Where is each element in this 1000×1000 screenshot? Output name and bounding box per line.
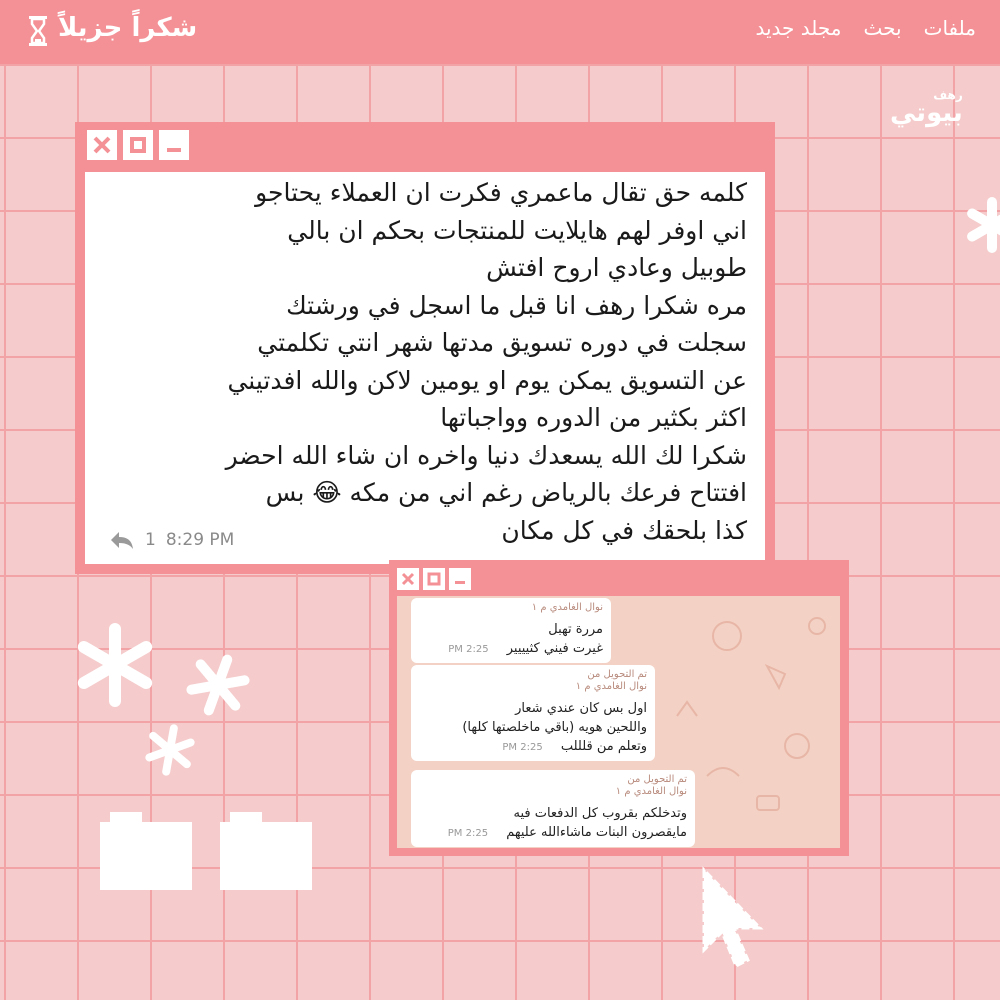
message-line: وتدخلكم بقروب كل الدفعات فيه (513, 806, 687, 821)
nav-files[interactable]: ملفات (923, 16, 976, 40)
minimize-icon (165, 136, 183, 154)
window-chat (389, 560, 849, 856)
chat-bubble (411, 665, 655, 761)
close-icon (401, 572, 415, 586)
message-line: سجلت في دوره تسويق مدتها شهر انتي تكلمتي (257, 328, 747, 357)
maximize-button[interactable] (423, 568, 445, 590)
message-time: 2:25 PM (502, 742, 543, 753)
close-icon (93, 136, 111, 154)
message-line: اكثر بكثير من الدوره وواجباتها (440, 403, 747, 432)
nav-new-folder[interactable]: مجلد جديد (755, 16, 842, 40)
hourglass-icon (28, 15, 48, 47)
white-block-left (100, 822, 192, 890)
forwarded-label: تم التحويل من (627, 774, 687, 785)
chat-message (97, 174, 747, 549)
message-line (419, 823, 687, 843)
message-line: شكرا لك الله يسعدك دنيا واخره ان شاء الله احضر (225, 440, 747, 470)
brand-logo (890, 88, 963, 128)
close-button[interactable] (397, 568, 419, 590)
message-time: 2:25 PM (448, 644, 489, 655)
message-text: غيرت فيني كثيييير (506, 641, 603, 656)
message-line: كلمه حق تقال ماعمري فكرت ان العملاء يحتاجو (255, 178, 747, 207)
maximize-button[interactable] (123, 130, 153, 160)
message-line: اول بس كان عندي شعار (515, 701, 647, 716)
message-line: طوبيل وعادي اروح افتش (486, 253, 747, 282)
forwarded-label: تم التحويل من (587, 669, 647, 680)
reply-arrow-icon[interactable] (109, 530, 135, 550)
message-sender: نوال الغامدي م ١ (615, 786, 687, 797)
message-line: مررة تهبل (548, 622, 603, 637)
message-meta (109, 530, 234, 550)
mouse-pointer-icon (700, 866, 776, 976)
message-sender: نوال الغامدي م ١ (531, 602, 603, 613)
message-line: افتتاح فرعك بالرياض رغم اني من مكه 😂 بس (265, 478, 747, 507)
message-line: اني اوفر لهم هايلايت للمنتجات بحكم ان بالي (287, 215, 747, 245)
message-time: 2:25 PM (447, 828, 489, 839)
message-line: مره شكرا رهف انا قبل ما اسجل في ورشتك (286, 290, 747, 320)
chat-bubble (411, 770, 695, 847)
sparkle-small-icon (962, 195, 1000, 255)
logo-main-text: بيوتي (890, 98, 963, 128)
top-nav (755, 16, 976, 40)
message-line (419, 737, 647, 757)
page-title: شكراً جزيلاً (58, 13, 198, 43)
maximize-icon (427, 572, 441, 586)
chat-bubble (411, 598, 611, 663)
minimize-button[interactable] (449, 568, 471, 590)
window-main-content (85, 172, 765, 564)
white-block-right (220, 822, 312, 890)
minimize-button[interactable] (159, 130, 189, 160)
maximize-icon (129, 136, 147, 154)
message-sender: نوال الغامدي م ١ (575, 681, 647, 692)
window-main-titlebar (87, 130, 775, 160)
message-text: مايقصرون البنات ماشاءالله عليهم (506, 825, 687, 840)
window-chat-titlebar (397, 568, 849, 590)
message-line: عن التسويق يمكن يوم او يومين لاكن والله افدتيني (227, 365, 747, 395)
top-bar (0, 0, 1000, 64)
close-button[interactable] (87, 130, 117, 160)
forward-count: 1 (145, 530, 156, 550)
sparkle-icon (70, 620, 270, 800)
minimize-icon (453, 572, 467, 586)
window-main (75, 122, 775, 574)
window-chat-content (397, 596, 840, 848)
nav-search[interactable]: بحث (863, 16, 902, 40)
message-line (419, 639, 603, 659)
message-time: 8:29 PM (165, 530, 235, 550)
message-line: واللحين هويه (باقي ماخلصتها كلها) (462, 720, 647, 735)
message-text: وتعلم من قلللب (560, 739, 647, 754)
logo-small-text: رهف (933, 88, 963, 102)
message-line: كذا بلحقك في كل مكان (501, 515, 747, 545)
